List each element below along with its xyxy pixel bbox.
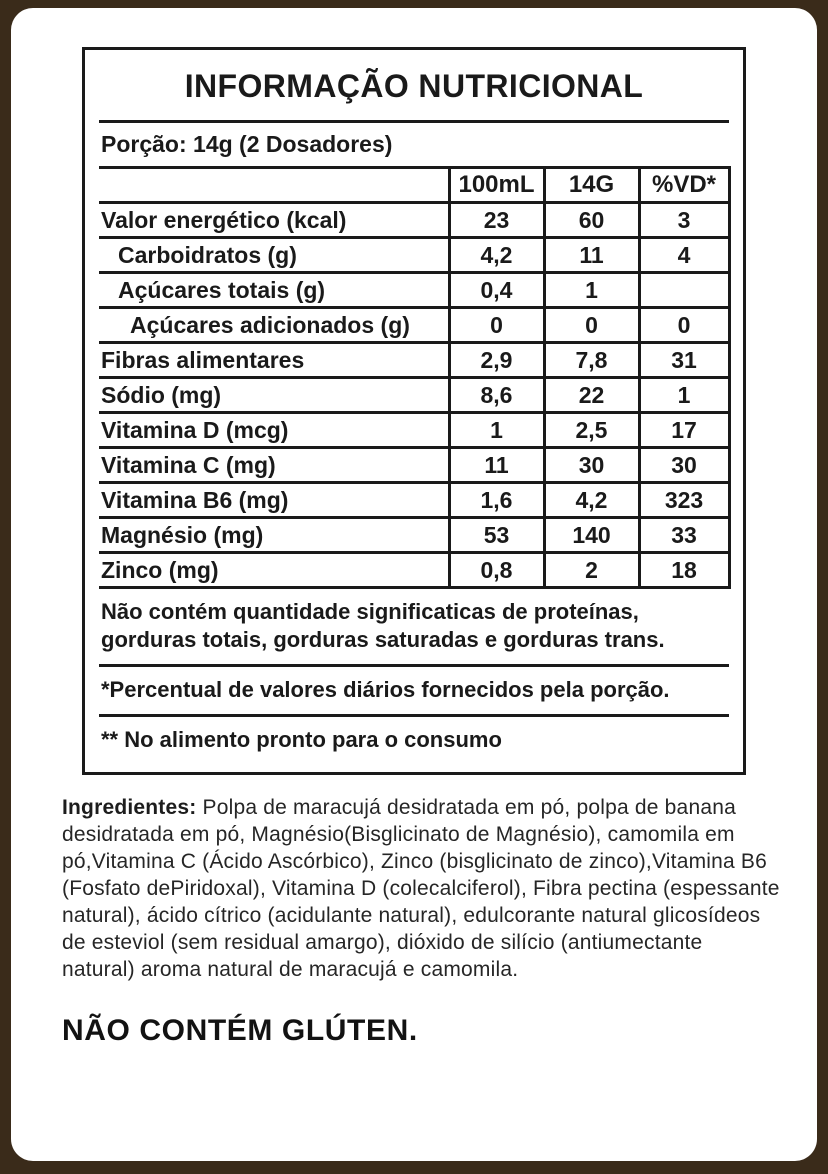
- panel-title: INFORMAÇÃO NUTRICIONAL: [184, 68, 644, 104]
- value-vd: 18: [639, 553, 729, 588]
- value-vd: 3: [639, 203, 729, 238]
- value-100ml: 53: [449, 518, 544, 553]
- nutrient-name: Zinco (mg): [99, 553, 449, 588]
- column-header-empty: [99, 168, 449, 203]
- value-100ml: 1,6: [449, 483, 544, 518]
- value-14g: 2: [544, 553, 639, 588]
- column-header-14g: 14G: [544, 168, 639, 203]
- nutrient-name: Açúcares adicionados (g): [99, 308, 449, 343]
- value-vd: 30: [639, 448, 729, 483]
- table-row: [99, 378, 729, 413]
- table-row: [99, 553, 729, 588]
- value-vd: 33: [639, 518, 729, 553]
- value-14g: 30: [544, 448, 639, 483]
- value-14g: 7,8: [544, 343, 639, 378]
- value-14g: 140: [544, 518, 639, 553]
- value-vd: 17: [639, 413, 729, 448]
- table-row: [99, 483, 729, 518]
- nutrition-table: [99, 166, 731, 589]
- no-significant-amounts-note: Não contém quantidade significaticas de proteínas, gorduras totais, gorduras saturadas e gorduras trans.: [101, 599, 665, 652]
- nutrient-name: Vitamina B6 (mg): [99, 483, 449, 518]
- nutrition-facts-panel: [82, 47, 746, 775]
- value-100ml: 4,2: [449, 238, 544, 273]
- ingredients-paragraph: [62, 794, 781, 983]
- ingredients-text: Polpa de maracujá desidratada em pó, polpa de banana desidratada em pó, Magnésio(Bisglicinato de Magnésio), camomila em pó,Vitamina C (Ácido Ascórbico), Zinco (bisglicinato de zinco),Vitamina B6 (Fosfato dePiridoxal), Vitamina D (colecalciferol), Fibra pectina (espessante natural), ácido cítrico (acidulante natural), edulcorante natural glicosídeos de esteviol (sem residual amargo), dióxido de silício (antiumectante natural) aroma natural de maracujá e camomila.: [62, 796, 780, 981]
- value-100ml: 8,6: [449, 378, 544, 413]
- value-100ml: 0,8: [449, 553, 544, 588]
- table-header-row: [99, 168, 729, 203]
- table-row: [99, 203, 729, 238]
- value-100ml: 23: [449, 203, 544, 238]
- value-vd: 323: [639, 483, 729, 518]
- value-vd: 31: [639, 343, 729, 378]
- value-100ml: 0,4: [449, 273, 544, 308]
- column-header-vd: %VD*: [639, 168, 729, 203]
- value-100ml: 2,9: [449, 343, 544, 378]
- value-14g: 22: [544, 378, 639, 413]
- value-vd: 0: [639, 308, 729, 343]
- value-14g: 11: [544, 238, 639, 273]
- value-14g: 2,5: [544, 413, 639, 448]
- table-row: [99, 518, 729, 553]
- nutrient-name: Vitamina C (mg): [99, 448, 449, 483]
- value-100ml: 0: [449, 308, 544, 343]
- nutrient-name: Magnésio (mg): [99, 518, 449, 553]
- column-header-100ml: 100mL: [449, 168, 544, 203]
- value-14g: 1: [544, 273, 639, 308]
- table-row: [99, 273, 729, 308]
- value-100ml: 11: [449, 448, 544, 483]
- table-row: [99, 448, 729, 483]
- nutrient-name: Vitamina D (mcg): [99, 413, 449, 448]
- ready-to-consume-footnote: ** No alimento pronto para o consumo: [99, 714, 729, 764]
- value-vd: [639, 273, 729, 308]
- value-vd: 1: [639, 378, 729, 413]
- nutrient-name: Valor energético (kcal): [99, 203, 449, 238]
- table-row: [99, 308, 729, 343]
- value-14g: 0: [544, 308, 639, 343]
- label-sheet: [11, 8, 817, 1161]
- value-14g: 4,2: [544, 483, 639, 518]
- ingredients-label: Ingredientes:: [62, 796, 197, 819]
- gluten-free-notice: NÃO CONTÉM GLÚTEN.: [62, 1014, 418, 1047]
- table-row: [99, 413, 729, 448]
- nutrient-name: Carboidratos (g): [99, 238, 449, 273]
- nutrient-name: Fibras alimentares: [99, 343, 449, 378]
- serving-size-line: Porção: 14g (2 Dosadores): [99, 120, 729, 166]
- nutrient-name: Açúcares totais (g): [99, 273, 449, 308]
- daily-value-footnote: *Percentual de valores diários fornecidos pela porção.: [99, 664, 729, 714]
- table-row: [99, 238, 729, 273]
- value-14g: 60: [544, 203, 639, 238]
- value-100ml: 1: [449, 413, 544, 448]
- table-row: [99, 343, 729, 378]
- nutrient-name: Sódio (mg): [99, 378, 449, 413]
- value-vd: 4: [639, 238, 729, 273]
